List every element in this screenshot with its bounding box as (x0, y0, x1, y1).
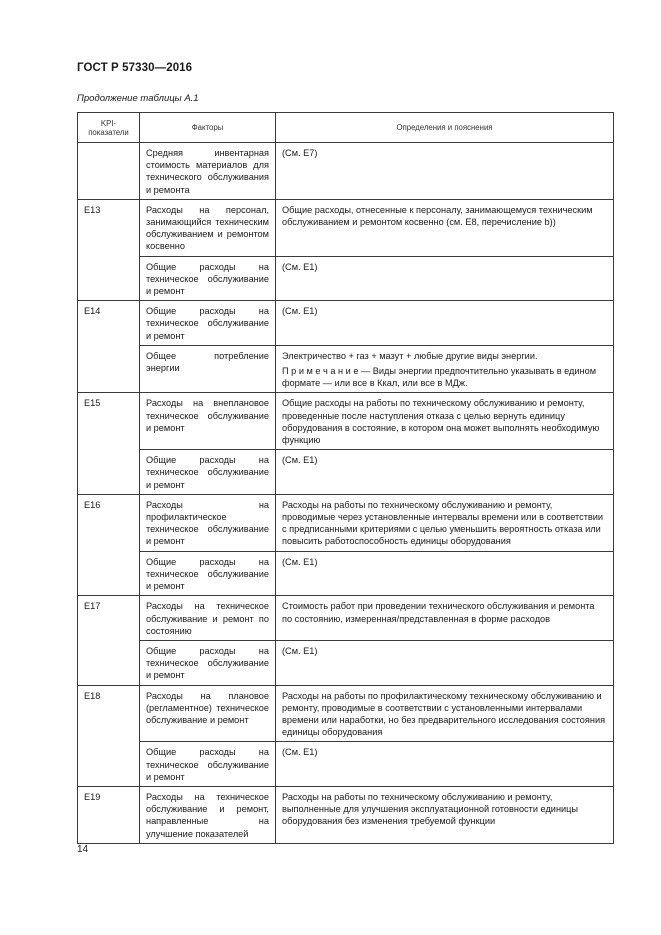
factor-cell: Общие расходы на техническое обслуживание и ремонт (140, 640, 276, 685)
definition-cell (276, 199, 614, 256)
kpi-code: Е13 (78, 199, 140, 300)
factor-cell: Расходы на техническое обслуживание и ремонт по состоянию (140, 596, 276, 641)
table-row (78, 256, 614, 301)
kpi-code: Е17 (78, 596, 140, 685)
table-row (78, 596, 614, 641)
definition-cell (276, 596, 614, 641)
page-number: 14 (77, 844, 89, 855)
definition-cell (276, 143, 614, 200)
definition-text: Общие расходы на работы по техническому обслуживанию и ремонту, проведенные после наступления отказа с целью вернуть единицу оборудования в состояние, в котором она может выполнять необходимую функцию (282, 398, 600, 446)
definition-text: (См. Е1) (282, 306, 318, 317)
definition-cell (276, 685, 614, 742)
kpi-code: Е16 (78, 494, 140, 595)
column-header-kpi: KPI-показатели (78, 113, 140, 143)
factor-cell: Расходы на профилактическое техническое обслуживание и ремонт (140, 494, 276, 551)
table-row (78, 393, 614, 450)
table-row (78, 685, 614, 742)
table-row (78, 786, 614, 843)
column-header-factors: Факторы (140, 113, 276, 143)
factor-cell: Общие расходы на техническое обслуживание и ремонт (140, 256, 276, 301)
table-row (78, 494, 614, 551)
definition-text: (См. Е1) (282, 455, 318, 466)
definition-text: Расходы на работы по техническому обслуживанию и ремонту, проводимые через установленные интервалы времени или в соответствии с предписанными критериями с целью уменьшить вероятность отказа или повысить работоспособность единицы оборудования (282, 499, 604, 547)
definition-text: Стоимость работ при проведении технического обслуживания и ремонта по состоянию, измеренная/представленная в форме расходов (282, 601, 595, 624)
definition-cell (276, 786, 614, 843)
factor-cell: Общие расходы на техническое обслуживание и ремонт (140, 742, 276, 787)
definition-text: Электричество + газ + мазут + любые другие виды энергии. (282, 350, 538, 361)
definition-text: (См. Е1) (282, 556, 318, 567)
standard-header: ГОСТ Р 57330—2016 (77, 62, 193, 74)
definition-cell (276, 494, 614, 551)
kpi-code: Е18 (78, 685, 140, 786)
definition-cell (276, 345, 614, 393)
definition-note: П р и м е ч а н и е — Виды энергии предпочтительно указывать в едином формате — или все в Ккал, или все в МДж. (282, 366, 597, 389)
kpi-table (77, 112, 614, 844)
definition-text: (См. Е1) (282, 261, 318, 272)
definition-text: (См. Е1) (282, 645, 318, 656)
kpi-code: Е14 (78, 301, 140, 393)
definition-text: Расходы на работы по профилактическому техническому обслуживанию и ремонту, проводимые в соответствии с установленными интервалами времени или наработки, но без предварительного исследования состояния единицы оборудования (282, 690, 606, 738)
table-caption: Продолжение таблицы А.1 (77, 93, 199, 104)
definition-text: (См. Е7) (282, 148, 318, 158)
factor-cell: Общие расходы на техническое обслуживание и ремонт (140, 450, 276, 495)
factor-cell: Общее потребление энергии (140, 345, 276, 393)
definition-cell (276, 742, 614, 787)
definition-cell (276, 551, 614, 596)
table-row (78, 301, 614, 346)
table-row (78, 199, 614, 256)
table-row (78, 742, 614, 787)
factor-cell: Общие расходы на техническое обслуживание и ремонт (140, 301, 276, 346)
factor-cell: Расходы на плановое (регламентное) техническое обслуживание и ремонт (140, 685, 276, 742)
factor-cell: Расходы на внеплановое техническое обслуживание и ремонт (140, 393, 276, 450)
kpi-code: Е19 (78, 786, 140, 843)
definition-cell (276, 640, 614, 685)
definition-cell (276, 393, 614, 450)
table-header-row (78, 113, 614, 143)
definition-cell (276, 450, 614, 495)
table-row (78, 640, 614, 685)
factor-cell: Расходы на персонал, занимающийся техническим обслуживанием и ремонтом косвенно (140, 199, 276, 256)
table-row (78, 551, 614, 596)
factor-cell: Расходы на техническое обслуживание и ремонт, направленные на улучшение показателей (140, 786, 276, 843)
table-row (78, 143, 614, 200)
kpi-code: Е15 (78, 393, 140, 494)
table-row (78, 345, 614, 393)
definition-cell (276, 301, 614, 346)
definition-text: (См. Е1) (282, 747, 318, 758)
table-row (78, 450, 614, 495)
definition-text: Расходы на работы по техническому обслуживанию и ремонту, выполненные для улучшения эксплуатационной готовности единицы оборудования без изменения требуемой функции (282, 791, 579, 827)
kpi-code (78, 143, 140, 200)
factor-cell: Общие расходы на техническое обслуживание и ремонт (140, 551, 276, 596)
column-header-definitions: Определения и пояснения (276, 113, 614, 143)
factor-cell: Средняя инвентарная стоимость материалов для технического обслуживания и ремонта (140, 143, 276, 200)
definition-text: Общие расходы, отнесенные к персоналу, занимающемуся техническим обслуживанием и ремонтом косвенно (см. Е8, перечисление b)) (282, 204, 593, 228)
definition-cell (276, 256, 614, 301)
